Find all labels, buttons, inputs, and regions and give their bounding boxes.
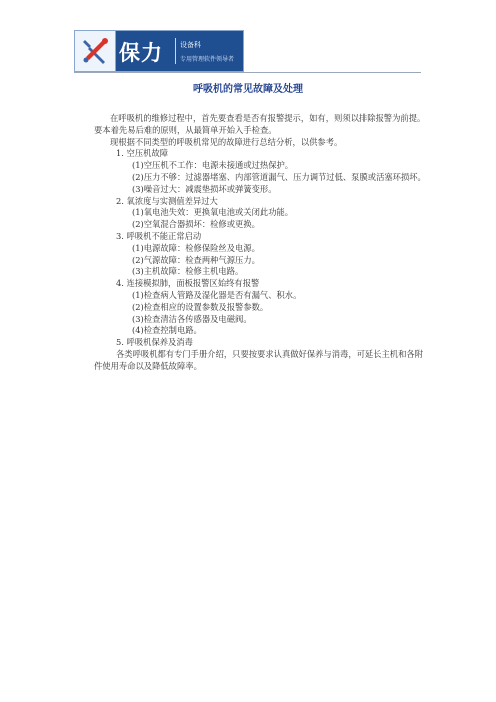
section-heading-4: 4. 连接模拟肺，面板报警区始终有报警 bbox=[116, 278, 260, 289]
section-1-item-3: (3)噪音过大：减震垫损坏或弹簧变形。 bbox=[132, 183, 277, 194]
section-4-item-2: (2)检查相应的设置参数及报警参数。 bbox=[132, 301, 269, 312]
section-heading-3: 3. 呼吸机不能正常启动 bbox=[116, 230, 202, 241]
brand-name: 保力 bbox=[119, 41, 163, 65]
header-rule bbox=[74, 72, 421, 73]
document-body bbox=[94, 113, 426, 373]
section-3-item-2: (2)气源故障：检查两种气源压力。 bbox=[132, 254, 260, 265]
section-2-item-2: (2)空氧混合器损坏：检修或更换。 bbox=[132, 219, 260, 230]
section-3-item-1: (1)电源故障：检修保险丝及电源。 bbox=[132, 242, 260, 253]
section-4-item-4: (4)检查控制电路。 bbox=[132, 325, 202, 336]
closing-paragraph: 各类呼吸机都有专门手册介绍，只要按要求认真做好保养与消毒，可延长主机和各附件使用寿命以及降低故障率。 bbox=[94, 348, 423, 371]
document-title: 呼吸机的常见故障及处理 bbox=[193, 84, 303, 95]
logo-icon bbox=[75, 31, 116, 71]
brand-divider bbox=[175, 38, 176, 64]
brand-subtitle-1: 设备科 bbox=[180, 41, 201, 49]
section-4-item-3: (3)检查清洁各传感器及电磁阀。 bbox=[132, 313, 252, 324]
section-1-item-1: (1)空压机不工作：电源未接通或过热保护。 bbox=[132, 160, 294, 171]
section-1-item-2: (2)压力不够：过滤器堵塞、内部管道漏气、压力调节过低、泵膜或活塞环损坏。 bbox=[132, 171, 426, 182]
section-heading-1: 1. 空压机故障 bbox=[116, 148, 169, 159]
header-banner bbox=[74, 30, 244, 72]
brand-subtitle-2: 专用管理软件领导者 bbox=[180, 56, 235, 63]
section-4-item-1: (1)检查病人管路及湿化器是否有漏气、积水。 bbox=[132, 289, 302, 300]
section-heading-5: 5. 呼吸机保养及消毒 bbox=[116, 337, 193, 348]
section-2-item-1: (1)氧电池失效：更换氧电池或关闭此功能。 bbox=[132, 207, 294, 218]
section-3-item-3: (3)主机故障：检修主机电路。 bbox=[132, 266, 244, 277]
intro-paragraph-1: 在呼吸机的维修过程中，首先要查看是否有报警提示，如有，则须以排除报警为前提。要本着先易后难的原则，从最简单开始入手检查。 bbox=[94, 113, 426, 135]
section-heading-2: 2. 氧浓度与实测值差异过大 bbox=[116, 195, 218, 206]
intro-paragraph-2: 现根据不同类型的呼吸机常见的故障进行总结分析，以供参考。 bbox=[110, 136, 343, 147]
